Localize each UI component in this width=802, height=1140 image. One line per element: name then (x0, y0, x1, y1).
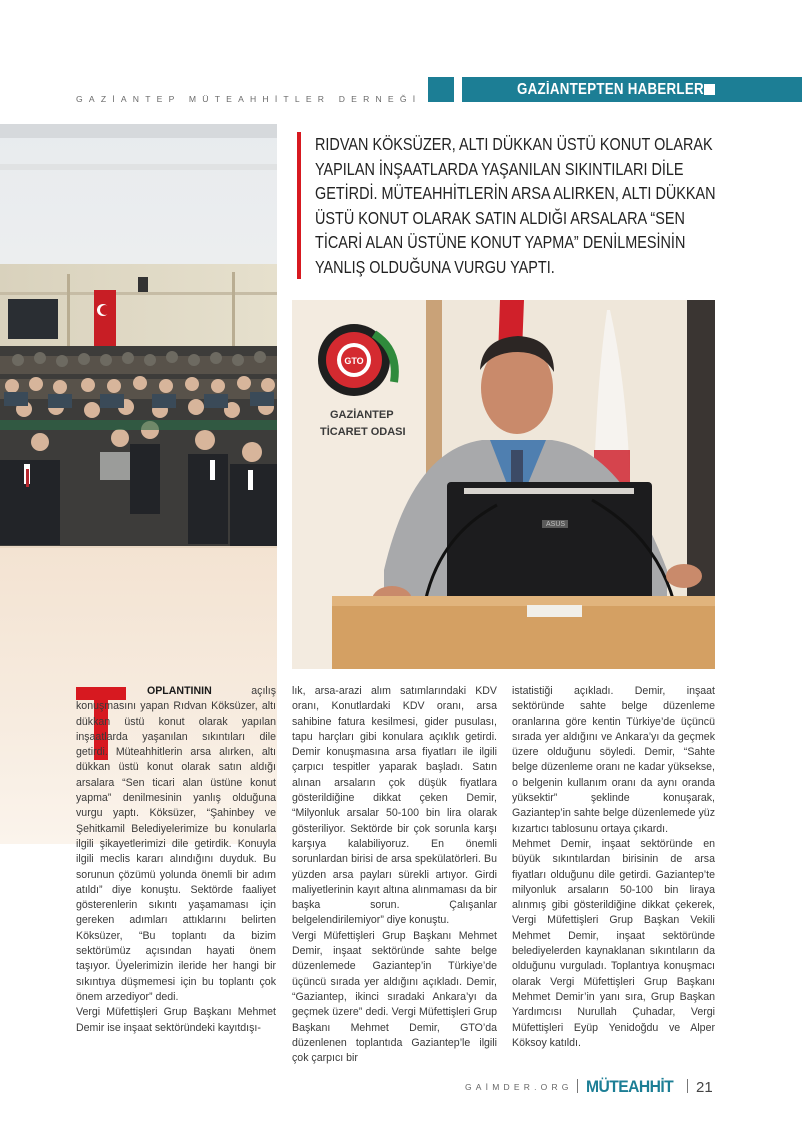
paragraph: Mehmet Demir, inşaat sektöründe en büyük sıkıntılardan birisinin de arsa fiyatları olduğunu dile getirdi. Gaziantep’te milyonluk arsaların 50-100 bin liraya alınmış gibi gösterildiğine dikkat çekerek, Vergi Müfettişleri Grup Başkan Vekili Mehmet Demir, inşaat sektöründe belediyelerden kaynaklanan sıkıntıların da olduğunu vurguladı. Toplantıya konuşmacı olarak Vergi Müfettişleri Grup Başkanı Mehmet Demir’in yanı sıra, Grup Başkan Yardımcısı Nurullah Çuhadar, Vergi Müfettişleri Eyüp Yenidoğdu ve Alper Köksoy katıldı. (512, 837, 715, 1049)
lead-word: OPLANTININ (147, 685, 212, 697)
magazine-logo: MÜTEAHHİT (586, 1077, 674, 1096)
paragraph: Vergi Müfettişleri Grup Başkanı Mehmet Demir ise inşaat sektöründeki kayıtdışı- (76, 1006, 276, 1034)
page-number: 21 (696, 1078, 713, 1096)
footer-divider (577, 1079, 578, 1093)
svg-text:GTO: GTO (344, 356, 364, 366)
publisher-name: GAZİANTEP MÜTEAHHİTLER DERNEĞİ (76, 94, 422, 104)
speaker-photo (292, 300, 715, 669)
section-square-icon (704, 84, 715, 95)
article-column-1 (76, 684, 276, 1036)
svg-text:ASUS: ASUS (546, 521, 566, 528)
section-title: GAZİANTEPTEN HABERLER (517, 80, 704, 98)
paragraph: açılış konuşmasını yapan Rıdvan Köksüzer, altı dükkan üstü konut olarak yapılan inşaatlarda yaşanılan sıkıntıları dile getirdi. Müteahhitlerin arsa alırken, altı dükkan üstü konut olarak satın aldığı arsalara “Sen ticari alan üstüne konut yapma” denilmesinin yanlış olduğuna vurgu yaptı. Köksüzer, “Şahinbey ve Şehitkamil Belediyelerimize bu konularla ilgili şikayetlerimizi dile getirdik. Konuyla ilgili meclis kararı alındığını duyduk. Bu sorunun çözümü yolunda önemli bir adım atıldı” diye konuştu. Sektörde faaliyet gösterenlerin sıkıntı yaşamaması için gereken adımları attıklarını belirten Köksüzer, “Bu toplantı da bizim sektörümüz açısından hayati önem taşıyor. Üyelerimizin ileride her hangi bir sıkıntıya düşmemesi için bu toplantı çok önem arzediyor” dedi. (76, 685, 276, 1003)
article-column-3 (512, 684, 715, 1051)
deck-accent-bar (297, 132, 301, 279)
section-header (462, 77, 802, 102)
conference-audience-photo (0, 124, 277, 554)
header-accent-block (428, 77, 454, 102)
article-column-2 (292, 684, 497, 1066)
paragraph: Vergi Müfettişleri Grup Başkanı Mehmet Demir, inşaat sektöründe sahte belge düzenlemede Gaziantep’in Türkiye’de üçüncü sırada yer aldığını açıkladı. Demir, “Gaziantep, ikinci sıradaki Ankara’yı da geçmek üzere” dedi. Vergi Müfettişleri Grup Başkanı Mehmet Demir, GTO’da düzenlenen toplantıda Gaziantep’le ilgili çok çarpıcı bir (292, 929, 497, 1065)
paragraph: lık, arsa-arazi alım satımlarındaki KDV oranı, Konutlardaki KDV oranı, arsa sahibine fatura kesilmesi, gider pusulası, tapu harçları gibi konulara açıklık getirdi. Demir konuşmasına arsa fiyatları ile ilgili çarpıcı tespitler yaparak başladı. Satın alınan arsaların çok düşük fiyatlara gösterildiğine dikkat çeken Demir, “Milyonluk arsalar 50-100 bin lira olarak gösteriliyor. Sektörde bir çok sorunla karşı karşıya kalabiliyoruz. En önemli sorunlardan birisi de arsa spekülatörleri. Bu yüzden arsa payları sürekli artıyor. Girdi maliyetlerinin kayıt altına alınmaması da bir başka sorun. Çalışanlar belgelendirilemiyor” diye konuştu. (292, 685, 497, 927)
footer-divider (687, 1079, 688, 1093)
footer-website: GAİMDER.ORG (465, 1082, 573, 1092)
svg-text:GAZİANTEP: GAZİANTEP (330, 409, 394, 421)
article-deck: RIDVAN KÖKSÜZER, ALTI DÜKKAN ÜSTÜ KONUT OLARAK YAPILAN İNŞAATLARDA YAŞANILAN SIKINTILARI DİLE GETİRDİ. MÜTEAHHİTLERİN ARSA ALIRKEN, ALTI DÜKKAN ÜSTÜ KONUT OLARAK SATIN ALDIĞI ARSALARA “SEN TİCARİ ALAN ÜSTÜNE KONUT YAPMA” DENİLMESİNİN YANLIŞ OLDUĞUNA VURGU YAPTI. (315, 134, 716, 277)
paragraph: istatistiği açıkladı. Demir, inşaat sektöründe sahte belge düzenleme oranlarına göre kentin Türkiye’de üçüncü sırada yer aldığını ve Ankara’yı da geçmek üzere olduğunu söyledi. Demir, “Sahte belge düzenleme oranı ne kadar yüksekse, o belgenin kullanım oranı da aynı oranda yüksektir” şeklinde konuşarak, Gaziantep’in sahte belge düzenlemede yüz kızartıcı tablosunu ortaya çıkardı. (512, 685, 715, 835)
svg-text:TİCARET ODASI: TİCARET ODASI (320, 426, 406, 438)
